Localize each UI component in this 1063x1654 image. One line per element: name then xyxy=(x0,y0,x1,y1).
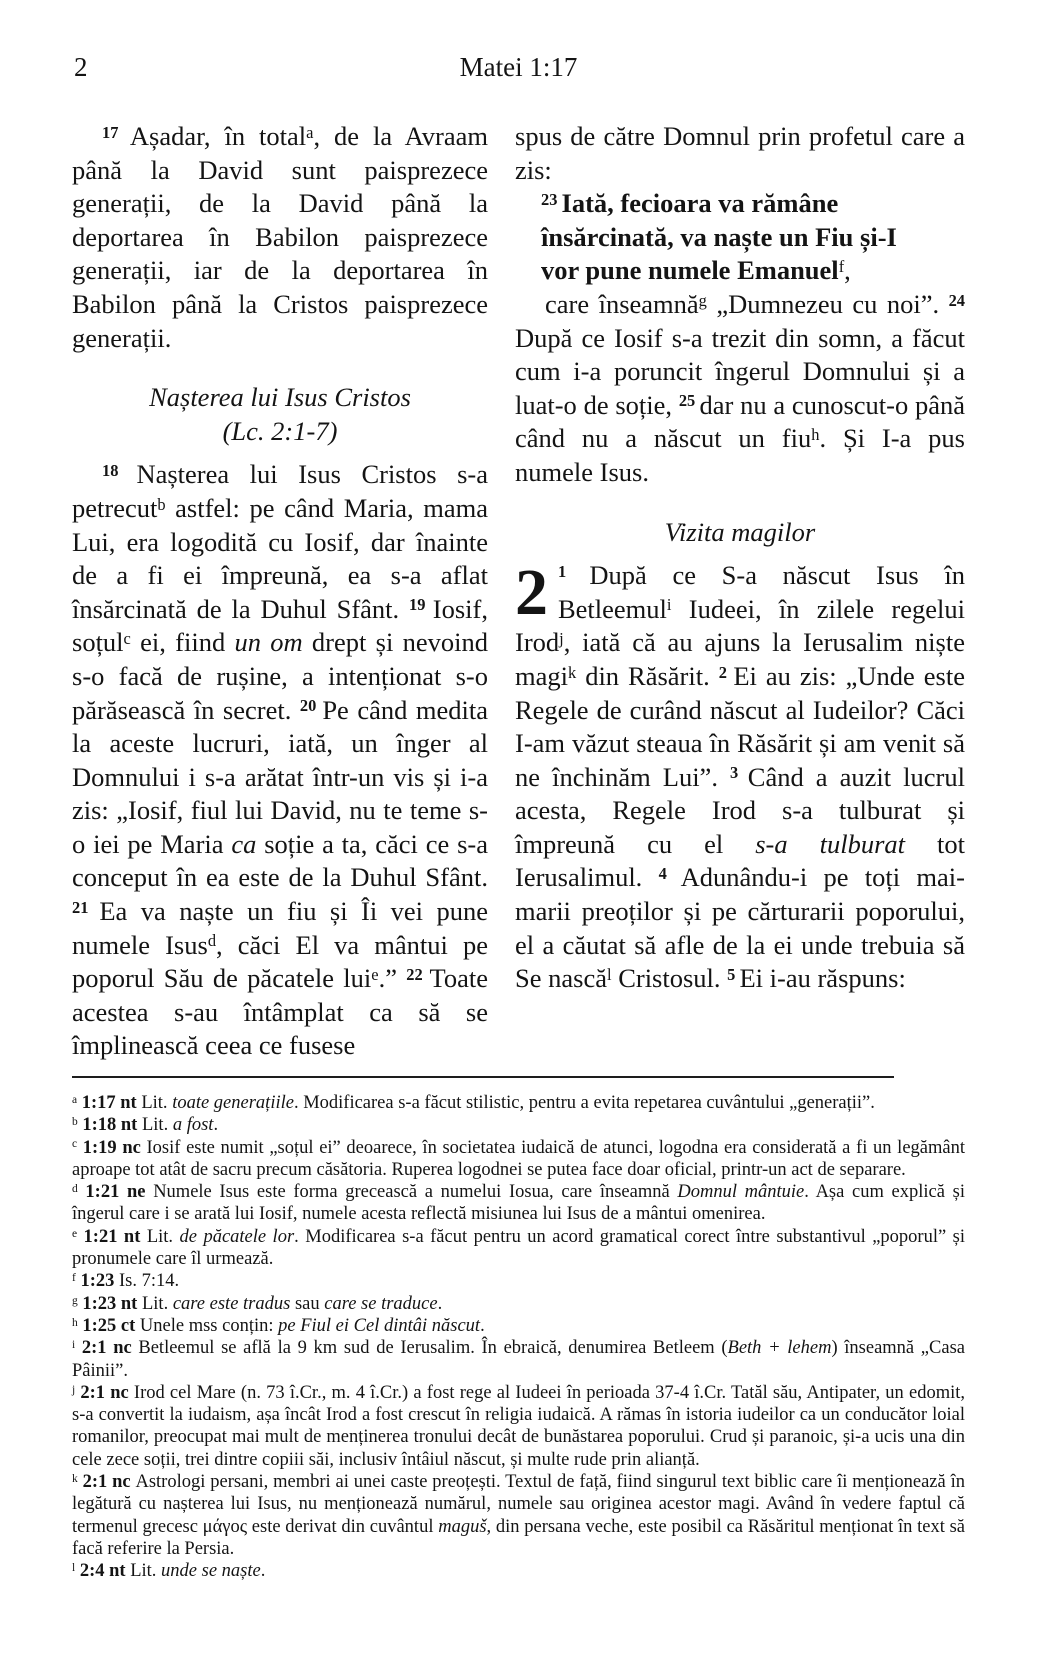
section-parallel-ref: (Lc. 2:1-7) xyxy=(222,415,338,446)
text-run: Ei au zis: „Unde este Regele de curând născut al Iudeilor? Căci I-am văzut steaua în Răsărit și am venit să ne închinăm Lui”. xyxy=(515,660,965,792)
text-run: Lit. xyxy=(146,1226,180,1247)
bold-run: 2:1 nc xyxy=(75,1382,134,1403)
footnote-marker: h xyxy=(72,1316,78,1329)
verse-22-continuation xyxy=(515,120,965,187)
footnote-marker: b xyxy=(157,494,166,514)
footnote-marker: g xyxy=(72,1294,78,1307)
footnote-k xyxy=(72,1471,965,1560)
chapter-number-dropcap: 2 xyxy=(515,556,548,630)
text-run: Ea va naște un fiu și Îi vei pune numele Isus xyxy=(72,896,488,960)
text-run: spus de către Domnul prin profetul care a zis: xyxy=(515,121,965,185)
section-title: Vizita magilor xyxy=(664,516,816,547)
footnote-marker: a xyxy=(72,1093,78,1106)
text-run: Lit. xyxy=(130,1561,162,1582)
footnote-i xyxy=(72,1337,965,1382)
bold-run: 1:19 nc xyxy=(77,1137,147,1158)
italic-run: de păcatele lor xyxy=(179,1226,295,1247)
verse-number: 4 xyxy=(658,864,681,884)
text-run: Numele Isus este forma grecească a numelui Iosua, care înseamnă xyxy=(153,1182,678,1203)
footnote-marker: a xyxy=(306,122,314,142)
text-run: sau xyxy=(290,1293,325,1314)
italic-run: un om xyxy=(234,627,303,658)
italic-run: Domnul mântuie xyxy=(677,1182,805,1203)
footnote-h xyxy=(72,1315,965,1337)
footnote-marker: e xyxy=(72,1227,78,1240)
verse-number: 2 xyxy=(718,662,734,682)
text-run: După ce S-a născut Isus în Betleemul xyxy=(558,560,965,624)
text-run: Iosif este numit „soțul ei” deoarece, în societatea iudaică de atunci, logodna era considerată a fi un legământ aproape tot atât de sacru precum căsătoria. Ruperea logodnei se putea face doar oficial, printr-un act de separare. xyxy=(72,1137,965,1180)
text-run: ) înseamnă „Casa Pâinii”. xyxy=(72,1338,965,1381)
text-run: Irod cel Mare (n. 73 î.Cr., m. 4 î.Cr.) a fost rege al Iudeei în perioada 37-4 î.Cr. Tatăl său, Antipater, un edomit, s-a convertit la iudaism, așa încât Irod a fost crescut în religia iudaică. A rămas în istoria iudeilor ca un conducător loial romanilor, preocupat mai mult de menținerea tronului decât de bunăstarea poporului. Crud și paranoic, și-a ucis una din cele zece soții, trei dintre copiii săi, inclusiv întâiul născut, și multe rude prin alianță. xyxy=(72,1382,965,1470)
verse-number: 18 xyxy=(102,460,137,480)
chapter-2-paragraph xyxy=(515,556,965,996)
text-run: . xyxy=(213,1115,219,1136)
footnote-d xyxy=(72,1181,965,1226)
text-run: Pe când medita la aceste lucruri, iată, un înger al Domnului i s-a arătat într-un vis și i-a zis: „Iosif, fiul lui David, nu te teme s-o iei pe Maria xyxy=(72,694,489,859)
text-run: Nașterea lui Isus Cristos s-a petrecut xyxy=(72,459,488,523)
italic-run: care se traduce xyxy=(324,1293,438,1314)
section-title: Nașterea lui Isus Cristos xyxy=(149,382,411,413)
text-run: din Răsărit. xyxy=(576,660,719,691)
text-run: . Modificarea s-a făcut stilistic, pentru a evita repetarea cuvântului „generații”. xyxy=(293,1093,875,1113)
text-run: Lit. xyxy=(141,1115,173,1136)
verses-18-22-paragraph xyxy=(72,458,488,1063)
verse-number: 3 xyxy=(730,763,748,783)
bold-run: 1:21 ne xyxy=(77,1182,154,1203)
text-run: , căci El va mântui pe poporul Său de păcatele lui xyxy=(72,929,488,994)
verse-number: 23 xyxy=(541,189,562,209)
text-run: .” xyxy=(378,963,407,994)
italic-run: care este tradus xyxy=(172,1293,291,1314)
text-run: soție a ta, căci ce s-a conceput în ea este de la Duhul Sfânt. xyxy=(72,828,488,893)
footnote-marker: j xyxy=(559,628,564,648)
chapter-2-text xyxy=(515,556,965,994)
bold-run: 1:23 xyxy=(75,1271,119,1292)
footnote-a xyxy=(72,1092,965,1114)
bold-run: 2:4 nt xyxy=(75,1561,131,1582)
footnote-e xyxy=(72,1226,965,1271)
text-run: ei, fiind xyxy=(130,627,235,658)
bold-run: vor pune numele Emanuel xyxy=(541,255,839,286)
footnote-c xyxy=(72,1137,965,1182)
footnote-marker: c xyxy=(123,628,131,648)
text-run: tot Ierusalimul. xyxy=(515,828,965,893)
footnote-j xyxy=(72,1382,965,1471)
text-run: Adunându-i pe toți mai-marii preoților și pe cărturarii poporului, el a căutat să afle de la ei unde trebuia să Se nască xyxy=(515,862,965,994)
text-run: Cristosul. xyxy=(611,963,728,994)
text-run: . xyxy=(260,1561,266,1582)
text-run: Astrologi persani, membri ai unei caste preoțești. Textul de față, fiind singurul text biblic care îi menționează în legătură cu nașterea lui Isus, nu menționează numărul, numele sau originea acestor magi. Având în vedere faptul că termenul grecesc μάγος este derivat din cuvântul xyxy=(72,1472,965,1537)
footnote-marker: k xyxy=(568,662,577,682)
italic-run: toate generațiile xyxy=(172,1093,294,1113)
footnote-f xyxy=(72,1270,965,1292)
verses-24-25-paragraph xyxy=(515,288,965,490)
footnotes-section xyxy=(72,1092,965,1583)
text-run: Iosif, soțul xyxy=(72,593,488,658)
footnote-g xyxy=(72,1293,965,1315)
italic-run: pe Fiul ei Cel dintâi născut xyxy=(278,1315,481,1336)
italic-run: ca xyxy=(231,828,257,859)
text-run: . xyxy=(437,1293,443,1314)
text-run: Așadar, în total xyxy=(129,121,307,151)
text-run: drept și nevoind s-o facă de rușine, a intenționat s-o părăsească în secret. xyxy=(72,627,488,725)
verse-23-quotation xyxy=(541,187,965,288)
text-run: . Așa cum explică și îngerul care i se arată lui Iosif, numele acesta reflectă misiunea lui Isus de a mântui omenirea. xyxy=(72,1182,965,1225)
italic-run: maguš xyxy=(438,1516,487,1537)
verse-17-paragraph xyxy=(72,120,488,355)
verse-number: 20 xyxy=(299,696,323,716)
footnote-marker: i xyxy=(72,1339,76,1352)
text-run: , de la Avraam până la David sunt paisprezece generații, de la David până la deportarea în Babilon paisprezece generații, iar de la deportarea în Babilon până la Cristos paisprezece generații. xyxy=(72,121,489,353)
footnote-marker: g xyxy=(698,290,707,310)
text-run: „Dumnezeu cu noi”. xyxy=(706,288,949,319)
verse-number: 5 xyxy=(727,964,740,984)
footnote-marker: j xyxy=(72,1383,76,1396)
text-run: Când a auzit lucrul acesta, Regele Irod s-a tulburat și împreună cu el xyxy=(515,761,965,859)
page-number: 2 xyxy=(74,52,88,82)
bold-run: Iată, fecioara va rămâne xyxy=(561,188,839,219)
footnote-marker: b xyxy=(72,1116,78,1129)
text-run: , din persana veche, este posibil ca Răsăritul menționat în text să facă referire la Persia. xyxy=(72,1516,965,1559)
footnote-marker: e xyxy=(371,964,379,984)
text-run: Lit. xyxy=(141,1093,173,1113)
italic-run: unde se naște xyxy=(161,1561,261,1582)
left-column xyxy=(72,120,489,1061)
bold-run: 2:1 nc xyxy=(75,1338,139,1359)
text-run: Is. 7:14. xyxy=(119,1271,180,1292)
text-run: Iudeei, în zilele regelui Irod xyxy=(515,593,965,658)
footnote-marker: d xyxy=(207,931,217,951)
footnote-separator xyxy=(72,1076,894,1078)
text-run: Toate acestea s-au întâmplat ca să se împlinească ceea ce fusese xyxy=(72,963,488,1061)
text-run: Unele mss conțin: xyxy=(139,1315,279,1336)
footnote-marker: i xyxy=(666,595,672,615)
italic-run: s-a tulburat xyxy=(755,828,906,859)
verse-number: 24 xyxy=(948,290,965,310)
text-run: Betleemul se află la 9 km sud de Ierusalim. În ebraică, denumirea Betleem ( xyxy=(138,1338,728,1359)
footnote-b xyxy=(72,1114,965,1136)
text-run: Ei i-au răspuns: xyxy=(739,963,906,994)
page-header xyxy=(72,50,965,84)
text-run: astfel: pe când Maria, mama Lui, era logodită cu Iosif, dar înainte de a fi ei împreună, ea s-a aflat însărcinată de la Duhul Sfânt. xyxy=(72,492,488,624)
verse-number: 22 xyxy=(406,964,430,984)
text-run: . Și I-a pus numele Isus. xyxy=(515,423,965,487)
footnote-marker: c xyxy=(72,1138,78,1151)
text-run: După ce Iosif s-a trezit din somn, a făcut cum i-a poruncit îngerul Domnului și a luat-o de soție, xyxy=(515,322,965,420)
bold-run: însărcinată, va naște un Fiu și-I xyxy=(541,221,897,252)
verse-number: 1 xyxy=(558,561,590,581)
text-run: , xyxy=(844,255,851,286)
footnote-marker: l xyxy=(72,1562,76,1575)
verse-number: 25 xyxy=(678,391,700,411)
footnote-marker: k xyxy=(72,1472,78,1485)
bold-run: 1:17 nt xyxy=(77,1093,142,1113)
text-run: , iată că au ajuns la Ierusalim niște magi xyxy=(515,627,965,691)
verse-number: 21 xyxy=(72,897,100,917)
footnote-marker: h xyxy=(811,424,820,444)
running-head: Matei 1:17 xyxy=(459,52,578,82)
verse-number: 17 xyxy=(102,122,130,142)
verse-number: 19 xyxy=(409,595,433,615)
text-run: . Modificarea s-a făcut pentru un acord gramatical corect între substantivul „poporul” și pronumele care îl urmează. xyxy=(72,1226,965,1270)
section-heading-nasterea xyxy=(72,381,488,448)
footnote-marker: d xyxy=(72,1183,78,1196)
footnote-marker: f xyxy=(72,1272,76,1285)
right-column xyxy=(515,120,965,1042)
text-run: Lit. xyxy=(141,1293,173,1314)
text-run: . xyxy=(480,1315,485,1336)
bold-run: 1:21 nt xyxy=(77,1226,147,1247)
footnote-l xyxy=(72,1560,965,1582)
bold-run: 1:23 nt xyxy=(77,1293,142,1314)
bold-run: 1:18 nt xyxy=(77,1115,142,1136)
footnote-marker: l xyxy=(606,964,612,984)
italic-run: Beth + lehem xyxy=(727,1338,832,1359)
bold-run: 1:25 ct xyxy=(77,1315,140,1336)
bold-run: 2:1 nc xyxy=(77,1472,136,1493)
italic-run: a fost xyxy=(172,1115,214,1136)
text-run: care înseamnă xyxy=(545,288,699,319)
text-columns xyxy=(72,120,966,1061)
footnote-marker: f xyxy=(838,256,845,276)
text-run: dar nu a cunoscut-o până când nu a născut un fiu xyxy=(515,389,966,454)
section-heading-vizita xyxy=(515,516,965,550)
